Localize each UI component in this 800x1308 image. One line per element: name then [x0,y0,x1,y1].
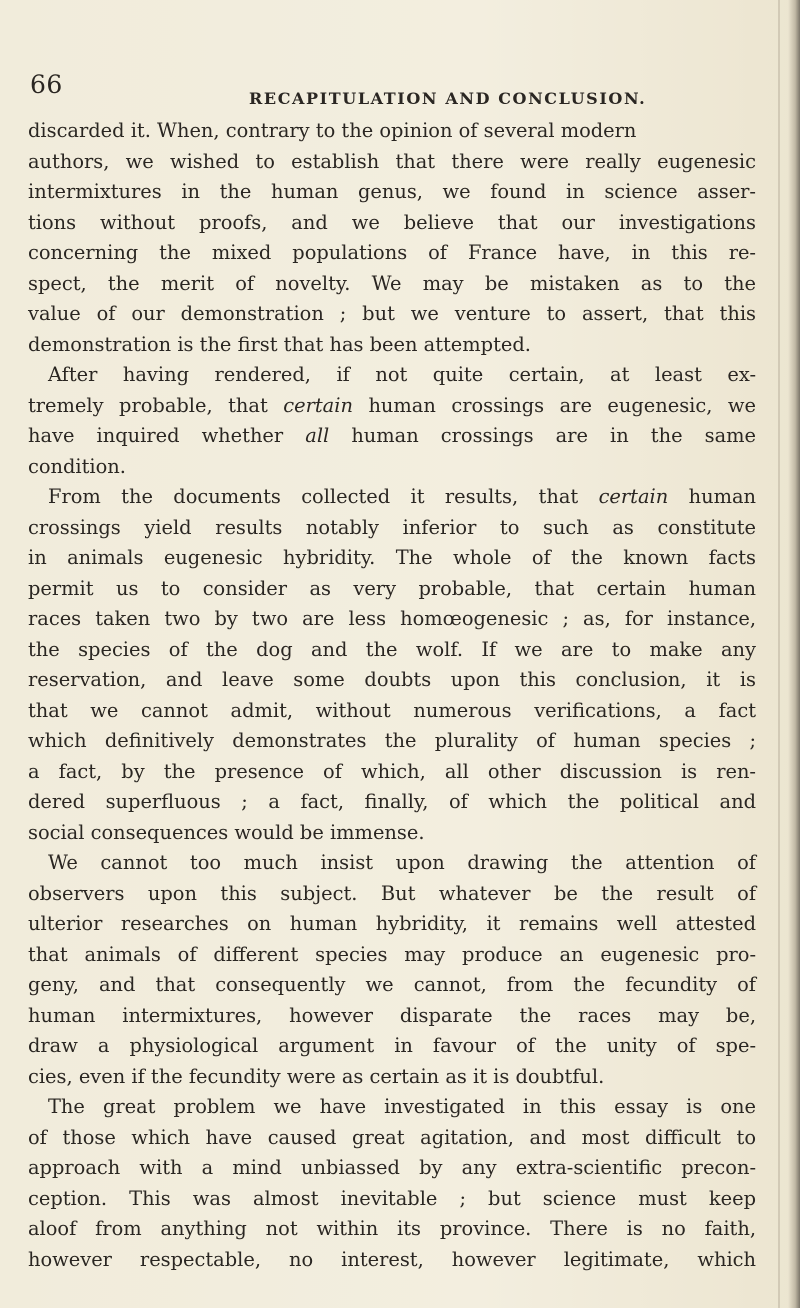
line-segment: of those which have caused great agitation, and most difficult to [28,1125,756,1149]
line-segment: tremely probable, that [28,393,284,417]
line-segment: demonstration is the first that has been attempted. [28,332,531,356]
line-segment: human crossings are in the same [329,424,757,447]
text-line [28,482,756,513]
text-line [28,513,756,544]
line-segment: permit us to consider as very probable, that certain human [28,576,756,600]
line-segment: dered superfluous ; a fact, finally, of which the political and [28,790,756,813]
line-segment: human crossings are eugenesic, we [352,393,756,417]
line-segment: ulterior researches on human hybridity, it remains well attested [28,912,756,935]
line-segment: aloof from anything not within its province. There is no faith, [28,1217,756,1240]
text-line [28,574,756,605]
text-line [28,848,756,879]
text-line [28,696,756,727]
line-segment: We cannot too much insist upon drawing the attention of [48,851,756,874]
line-segment: that we cannot admit, without numerous verifications, a fact [28,698,756,722]
line-segment: spect, the merit of novelty. We may be mistaken as to the [28,271,756,295]
text-line [28,1031,756,1062]
text-line [28,1153,756,1184]
text-line [28,269,756,300]
line-segment: observers upon this subject. But whatever be the result of [28,881,756,905]
line-segment: tions without proofs, and we believe that our investigations [28,210,756,234]
line-segment: however respectable, no interest, however legitimate, which [28,1247,756,1271]
text-line [28,299,756,330]
text-line [28,1062,756,1093]
line-segment: which definitively demonstrates the plurality of human species ; [28,729,756,752]
line-segment: human intermixtures, however disparate the races may be, [28,1003,756,1027]
text-line [28,1001,756,1032]
line-segment: After having rendered, if not quite certain, at least ex- [48,363,756,386]
text-line [28,940,756,971]
line-segment: reservation, and leave some doubts upon this conclusion, it is [28,668,756,691]
line-segment: social consequences would be immense. [28,820,425,844]
italic-word: certain [283,393,353,417]
text-line [28,116,756,147]
text-line [28,818,756,849]
line-segment: From the documents collected it results, that [48,485,599,508]
line-segment: The great problem we have investigated in this essay is one [48,1095,756,1118]
text-line [28,543,756,574]
line-segment: crossings yield results notably inferior to such as constitute [28,515,756,539]
line-segment: ception. This was almost inevitable ; but science must keep [28,1186,756,1210]
line-segment: concerning the mixed populations of France have, in this re- [28,241,756,264]
text-line [28,635,756,666]
line-segment: intermixtures in the human genus, we found in science asser- [28,180,756,203]
line-segment: cies, even if the fecundity were as certain as it is doubtful. [28,1064,605,1088]
text-line [28,604,756,635]
text-line [28,1214,756,1245]
line-segment: condition. [28,454,126,478]
running-head: RECAPITULATION AND CONCLUSION. [249,89,647,108]
text-line [28,787,756,818]
text-line [28,208,756,239]
body-text [28,116,756,1275]
text-line [28,330,756,361]
text-line [28,421,756,452]
text-line [28,665,756,696]
line-segment: value of our demonstration ; but we venture to assert, that this [28,302,756,325]
text-line [28,147,756,178]
line-segment: human [668,485,757,508]
text-line [28,1123,756,1154]
text-line [28,1184,756,1215]
text-line [28,452,756,483]
line-segment: draw a physiological argument in favour of the unity of spe- [28,1034,756,1057]
line-segment: that animals of different species may produce an eugenesic pro- [28,942,756,966]
text-line [28,757,756,788]
text-line [28,360,756,391]
page-binding-edge [788,0,800,1308]
line-segment: geny, and that consequently we cannot, from the fecundity of [28,973,756,996]
line-segment: authors, we wished to establish that there were really eugenesic [28,149,756,173]
text-line [28,238,756,269]
line-segment: discarded it. When, contrary to the opinion of several modern [28,119,637,142]
text-line [28,909,756,940]
text-line [28,726,756,757]
line-segment: the species of the dog and the wolf. If we are to make any [28,637,756,661]
text-line [28,391,756,422]
line-segment: approach with a mind unbiassed by any extra-scientific precon- [28,1156,756,1179]
line-segment: in animals eugenesic hybridity. The whole of the known facts [28,546,756,569]
line-segment: a fact, by the presence of which, all other discussion is ren- [28,759,756,783]
text-line [28,1092,756,1123]
line-segment: have inquired whether [28,424,306,447]
text-line [28,879,756,910]
text-line [28,177,756,208]
italic-word: certain [598,485,669,508]
italic-word: all [305,424,330,447]
text-line [28,970,756,1001]
page-number: 66 [30,70,63,99]
page-binding-shadow-line [778,0,780,1308]
line-segment: races taken two by two are less homœogenesic ; as, for instance, [28,607,756,630]
text-line [28,1245,756,1276]
